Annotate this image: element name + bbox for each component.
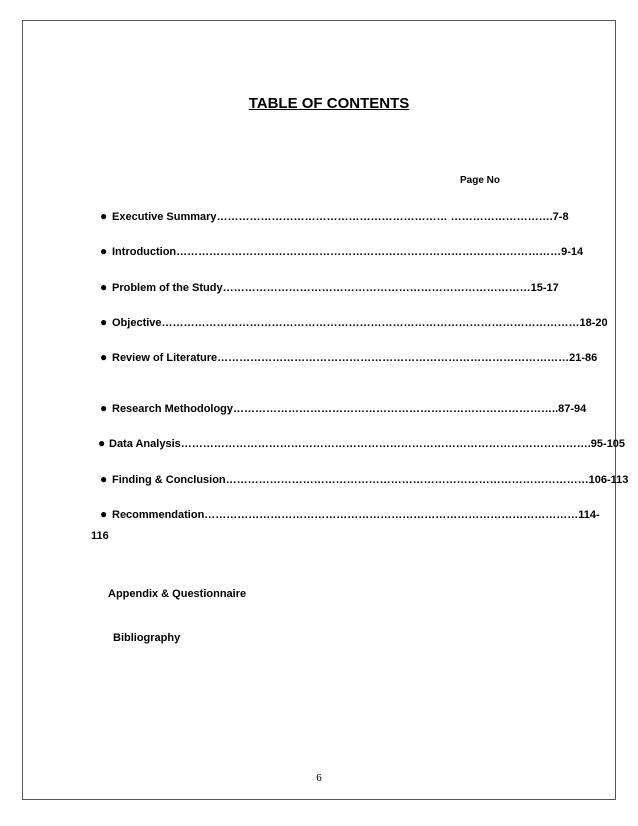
toc-entry-text: Problem of the Study…………………………………………………………………………15-17: [112, 282, 559, 294]
bullet-icon: ●: [100, 401, 108, 415]
toc-entry-text: Review of Literature……………………………………………………………………………………21-86: [112, 352, 598, 364]
bullet-icon: ●: [100, 507, 108, 521]
bullet-icon: ●: [100, 209, 108, 223]
page-number: 6: [316, 772, 322, 784]
bullet-icon: ●: [100, 280, 108, 294]
toc-entry-problem-of-study: [100, 280, 559, 294]
toc-entry-text: Objective……………………………………………………………………………………………………18-20: [112, 317, 608, 329]
toc-entry-executive-summary: [100, 209, 569, 223]
toc-entry-review-of-literature: [100, 350, 597, 364]
toc-entry-objective: [100, 315, 608, 329]
toc-entry-data-analysis: [98, 436, 625, 450]
toc-entry-text: Executive Summary……………………………………………………… ……………………….7-8: [112, 211, 569, 223]
page-title: TABLE OF CONTENTS: [248, 95, 410, 112]
toc-entry-text: Introduction……………………………………………………………………………………………9-14: [112, 246, 584, 258]
bullet-icon: ●: [100, 350, 108, 364]
toc-entry-text: Data Analysis………………………………………………………………………………………………….95-105: [109, 438, 626, 450]
toc-entry-research-methodology: [100, 401, 586, 415]
bullet-icon: ●: [100, 244, 108, 258]
toc-entry-text: Finding & Conclusion………………………………………………………………………………………106-113: [112, 474, 629, 486]
bullet-icon: ●: [98, 436, 106, 450]
bibliography-label: Bibliography: [113, 632, 181, 644]
bullet-icon: ●: [100, 472, 108, 486]
toc-entry-finding-conclusion: [100, 472, 628, 486]
toc-entry-text: Research Methodology……………………………………………………………………………..87-94: [112, 403, 587, 415]
appendix-label: Appendix & Questionnaire: [108, 588, 247, 600]
toc-entry-recommendation-continuation: 116: [91, 530, 109, 542]
toc-entry-text: Recommendation…………………………………………………………………………………………114-: [112, 509, 600, 521]
bullet-icon: ●: [100, 315, 108, 329]
page-no-header: Page No: [460, 175, 501, 186]
toc-entry-recommendation: [100, 507, 600, 521]
toc-entry-introduction: [100, 244, 583, 258]
